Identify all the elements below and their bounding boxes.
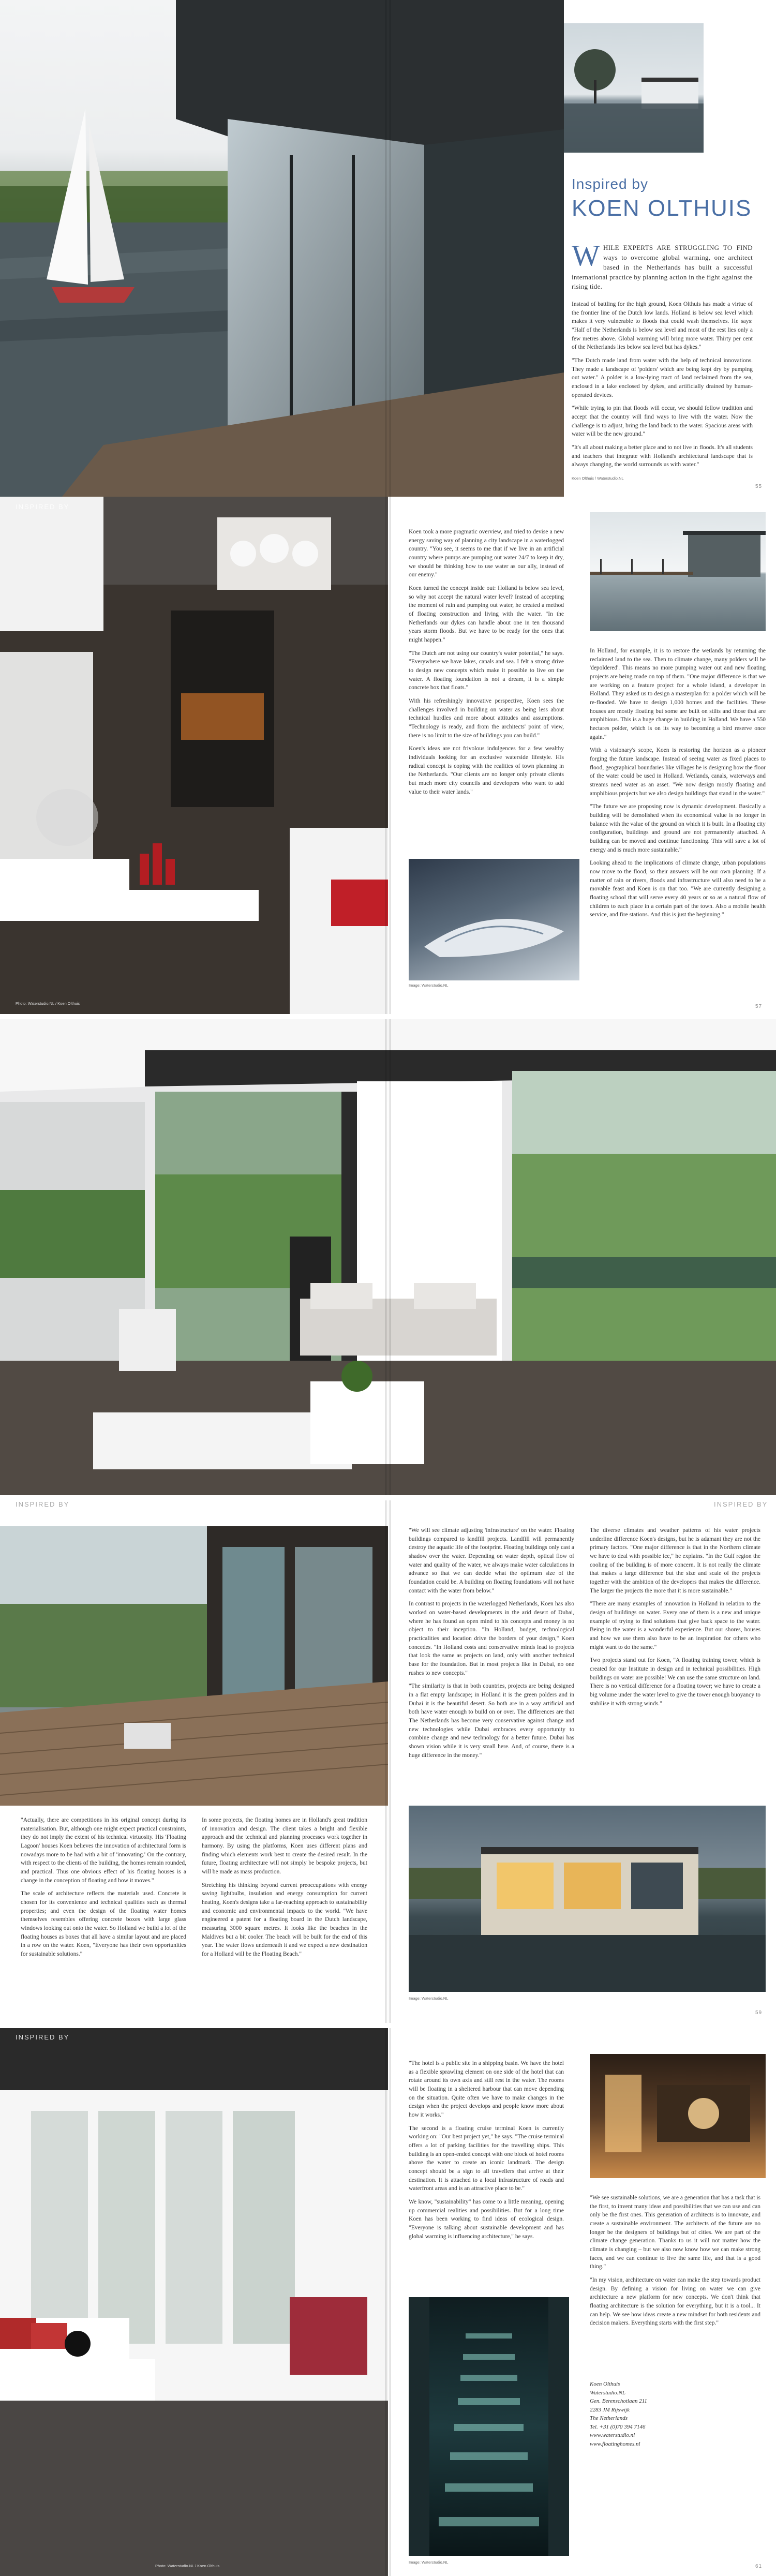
article-column bbox=[21, 1816, 186, 1963]
paragraph: Instead of battling for the high ground, Koen Olthuis has made a virtue of the frontier line of the Dutch low lands. Holland is below sea level which makes it very vulnerable to floods that could wash themselves. He says: "Half of the Netherlands is below sea level and most of the rest lies only a few metres above. Global warming will bring more water. Thirty per cent of the Netherlands lies below sea level but has dykes." bbox=[572, 301, 753, 351]
contact-line: Tel. +31 (0)70 394 7146 bbox=[590, 2423, 646, 2430]
paragraph: "The future we are proposing now is dynamic development. Basically a building will be demolished when its economical value is no longer in balance with the value of the ground on which it is built. In a floating city configuration, buildings and ground are not permanently attached. A building can be moved and continue functioning. This will save a lot of energy and is much more sustainable." bbox=[590, 803, 766, 853]
intro-paragraph bbox=[572, 239, 753, 292]
photo-caption: Photo: Waterstudio.NL / Koen Olthuis bbox=[155, 2564, 220, 2568]
paragraph: "Actually, there are competitions in his original concept during its materialisation. But, although one might expect practical constraints, they do not imply the extent of his technical virtuosity. His 'Floating Lagoon' houses Koen believes the innovation of architectural form is nowadays more to be had with a bit of 'innovating.' On the contrary, with respect to the clients of the building, the homes remain rounded, and practical. Thus one obvious effect of his floating houses is a change in the conception of floating and how it moves." bbox=[21, 1817, 186, 1884]
paragraph: In Holland, for example, it is to restore the wetlands by returning the reclaimed land to the sea. Then to climate change, many polders will be 'depoldered'. This means no more pumping water out and new floating projects are being made on top of them. "One major difference is that we are working on a feature project for a whole island, a developer in Holland. They asked us to design a masterplan for a polder which will be re-flooded. We have to design 1,000 homes and the facilities. These houses are mostly floating but some are built on stilts and those that are amphibious. This is a huge change in building in Holland. We have a 550 hectares polder, which is on its way to becoming a bird reserve once again." bbox=[590, 648, 766, 740]
contact-line: The Netherlands bbox=[590, 2415, 628, 2421]
running-head: INSPIRED BY bbox=[16, 503, 70, 511]
paragraph: "In my vision, architecture on water can make the step towards product design. By defining a vision for living on water we can give architecture a new platform for new concepts. We don't think that floating architecture is the solution for everything, but it is a tool... It can help. We see how ideas create a new mindset for both residents and decision makers. Everything starts with the first step." bbox=[590, 2277, 760, 2327]
paragraph: "We see sustainable solutions, we are a generation that has a task that is the first, to invent many ideas and possibilities that we can use and can only be the first ones. This generation of architects is to innovate, and create a sustainable environment. The architects of the future are no longer be the designers of buildings but of cities. We are part of the climate change generation. Thanks to us it will not matter how the climate is changing – but we also now know how we can make strong faces, and we can continue to live the same life, and that is a good thing." bbox=[590, 2195, 760, 2270]
paragraph: The scale of architecture reflects the materials used. Concrete is chosen for its convenience and technical qualities such as thermal properties; and even the design of the floating water homes themselves resembles offering concrete boxes with large glass windows looking out onto the water. So Holland we build a lot of the floating houses as boxes that all have a similar layout and are placed in a row on the water. Koen, "Everyone has their own opportunities for sustainable solutions." bbox=[21, 1890, 186, 1958]
paragraph: In some projects, the floating homes are in Holland's great tradition of innovation and design. The client takes a bright and flexible approach and the technical and planning processes work together in harmony. By using the platforms, Koen uses different plans and finding which elements work best to create the desired result. In the future, floating architecture will not simply be bespoke projects, but will be made as mass production. bbox=[202, 1817, 367, 1875]
floating-home-photo bbox=[409, 1806, 766, 1992]
model-render-photo bbox=[409, 859, 579, 980]
article-column bbox=[409, 1526, 574, 1764]
article-column bbox=[202, 1816, 367, 1963]
lit-room-illustration bbox=[590, 2054, 766, 2178]
pavilion-illustration bbox=[590, 512, 766, 631]
contact-link[interactable]: www.floatinghomes.nl bbox=[590, 2440, 640, 2447]
paragraph: "It's all about making a better place and to not live in floods. It's all students and teachers that integrate with Holland's architectural landscape that is always changing, the world surrounds us with water." bbox=[572, 444, 753, 468]
page-gutter bbox=[385, 2028, 391, 2576]
paragraph: "The hotel is a public site in a shipping basin. We have the hotel as a flexible sprawling element on one side of the hotel that can rotate around its own axis and still rest in the water. The rooms will be floating in a sheltered harbour that can move depending on the situation. Quite often we have to make changes in the design when the project develops and people know more about how it works." bbox=[409, 2060, 564, 2119]
photo-caption: Image: Waterstudio.NL bbox=[409, 983, 449, 988]
contact-link[interactable]: www.waterstudio.nl bbox=[590, 2432, 635, 2438]
contact-line: Koen Olthuis bbox=[590, 2381, 620, 2387]
model-illustration bbox=[409, 859, 579, 980]
spread-5 bbox=[0, 2028, 776, 2576]
deck-illustration bbox=[0, 1526, 388, 1806]
paragraph: "The similarity is that in both countries, projects are being designed in a flat empty landscape; in Holland it is the green polders and in Dubai it is the beautiful desert. So both are in a way artificial and both have water enough to build on or over. The differences are that The Netherlands has become very conservative against change and new technologies while Dubai embraces every opportunity to combine change and new technology for a better future. Dubai has shown vision while it is very small here. And, of course, there is a huge difference in the money." bbox=[409, 1683, 574, 1759]
article-column bbox=[409, 2059, 564, 2245]
bedroom-photo bbox=[0, 2028, 388, 2576]
paragraph: "While trying to pin that floods will occur, we should follow tradition and accept that the country will find ways to live with the water. Now the challenge is to adjust, bring the land back to the water. Spacious areas with water will be the new ground." bbox=[572, 405, 753, 438]
spread-4 bbox=[0, 1500, 776, 2023]
page-gutter bbox=[385, 497, 391, 1014]
article-column bbox=[590, 1526, 760, 1713]
page-number: 61 bbox=[755, 2564, 763, 2569]
photo-caption: Image: Waterstudio.NL bbox=[409, 2560, 449, 2565]
article-column bbox=[409, 528, 564, 801]
paragraph: Looking ahead to the implications of climate change, urban populations now move to the flood, so their answers will be our own planning. If a matter of rain or rivers, floods and infrastructure will also need to be a movable feast and Koen is on that too. "We are currently designing a floating school that will serve every 40 years or so as a natural flow of children to each place in a certain part of the town. Also a mobile health service, and fire stations. And this is just the beginning." bbox=[590, 860, 766, 918]
article-column bbox=[572, 300, 753, 474]
paragraph: Stretching his thinking beyond current preoccupations with energy saving lightbulbs, insulation and energy consumption for current heating, Koen's designs take a far-reaching approach to sustainability and economic and environmental impacts to the world. "We have engineered a patent for a floating board in the Dutch landscape, measuring 3000 square metres. It looks like the beaches in the Maldives but a bit cooler. The beach will be built for the end of this year. The water flows underneath it and we expect a new destination for a Holland will be the Floating Beach." bbox=[202, 1882, 367, 1958]
living-room-photo bbox=[0, 497, 388, 1014]
article-column bbox=[590, 647, 766, 924]
page-number: 57 bbox=[755, 1004, 763, 1009]
spread-2 bbox=[0, 497, 776, 1014]
running-head: INSPIRED BY bbox=[16, 2033, 70, 2041]
floating-home-illustration bbox=[409, 1806, 766, 1992]
tree-icon bbox=[564, 23, 704, 153]
glass-stair-photo bbox=[409, 2297, 569, 2556]
paragraph: Koen took a more pragmatic overview, and tried to devise a new energy saving way of planning a city landscape in a waterlogged country. "You see, it seems to me that if we live in an artificial country where pumps are pumping out water 24/7 to keep it dry, we should be thinking how to use water as our ally, instead of our enemy." bbox=[409, 529, 564, 578]
floating-house-thumbnail bbox=[564, 23, 704, 153]
intro-text: HILE EXPERTS ARE STRUGGLING TO FIND ways to overcome global warming, one architect based in the Netherlands has built a successful international practice by planning action in the fight against the rising tide. bbox=[572, 244, 753, 291]
contact-line: Waterstudio.NL bbox=[590, 2389, 625, 2396]
paragraph: We know, "sustainability" has come to a little meaning, opening up commercial realities and possibilities. But for a long time Koen has been working to find ideas of ecological design. "Everyone is talking about sustainable development and has global warming is influencing architecture," he says. bbox=[409, 2199, 564, 2240]
paragraph: In contrast to projects in the waterlogged Netherlands, Koen has also worked on water-based developments in the arid desert of Dubai, where he has found an open mind to his concepts and money is no object to their inception. "In Holland, budget, technological practicalities and location drive the borders of your design," Koen concedes. "In Holland costs and conservative minds lead to projects that look the same as projects on land, only with another technical base for the foundation. But in most projects like in Dubai, no one rushes to new concepts." bbox=[409, 1601, 574, 1676]
bedroom-illustration bbox=[0, 2028, 388, 2576]
photo-caption: Koen Olthuis / Waterstudio.NL bbox=[572, 476, 624, 481]
article-title: KOEN OLTHUIS bbox=[572, 196, 752, 221]
drop-cap: W bbox=[572, 239, 601, 272]
spread-1 bbox=[0, 0, 776, 497]
page-gutter bbox=[385, 0, 391, 497]
photo-caption: Photo: Waterstudio.NL / Koen Olthuis bbox=[16, 1001, 80, 1006]
running-head: INSPIRED BY bbox=[16, 1500, 70, 1508]
paragraph: "There are many examples of innovation in Holland in relation to the design of buildings on water. Every one of them is a new and unique example of trying to find solutions that give back space to the water. Being in the water is a wonderful experience. But our shores, houses and how we use them also have to be an inspiration for others who might want to do the same." bbox=[590, 1601, 760, 1650]
contact-block bbox=[590, 2380, 760, 2448]
page-gutter bbox=[385, 1019, 391, 1495]
paragraph: The second is a floating cruise terminal Koen is currently working on: "Our best project yet," he says. "The cruise terminal offers a lot of parking facilities for the travelling ships. This building is an open-ended concept with one block of hotel rooms above the water to create an iconic landmark. The design concept should be a sign to all travellers that arrive at their destination. It is attached to a local infrastructure of roads and waterfront areas and is an attractive place to be." bbox=[409, 2125, 564, 2192]
sailboat-house-photo bbox=[0, 0, 564, 497]
deck-facade-photo bbox=[0, 1526, 388, 1806]
page-number: 59 bbox=[755, 2010, 763, 2016]
paragraph: Koen turned the concept inside out: Holland is below sea level, so why not accept the natural water level? Instead of accepting the moment of ruin and pumping out water, he created a method of floating construction and living with the water. "In the Netherlands our dykes can handle about one in ten thousand years storm floods. But we have to be ready for the ones that might happen." bbox=[409, 585, 564, 644]
article-column bbox=[590, 2194, 760, 2332]
paragraph: "We will see climate adjusting 'infrastructure' on the water. Floating buildings compared to landfill projects. Landfill will permanently destroy the aquatic life of the footprint. Floating buildings only cast a shadow over the water. Depending on water depth, optical flow of water and quality of the water, we always make water calculations in advance so that we can decide what the optimum size of the foundation could be. A building on floating foundations will not have contact with the water from below." bbox=[409, 1527, 574, 1594]
paragraph: "The Dutch are not using our country's water potential," he says. "Everywhere we have lakes, canals and sea. I felt a strong drive to design new concepts which make it possible to live on the water. A floating foundation is not a dream, it is a simple concrete box that floats." bbox=[409, 650, 564, 691]
paragraph: The diverse climates and weather patterns of his water projects underline difference Koen's designs, but he is adamant they are not the primary factors. "One major difference is that in the Northern climate we have to deal with possible ice," he explains. "In the Gulf region the cooling of the building is of more concern. It is not really the climate that makes a large difference but the size and scale of the projects together with the ambition of the developers that makes the difference. The larger the projects the more that it is more sustainable." bbox=[590, 1527, 760, 1594]
interior-illustration bbox=[0, 497, 388, 1014]
page-gutter bbox=[385, 1500, 391, 2023]
paragraph: With a visionary's scope, Koen is restoring the horizon as a pioneer forging the future landscape. Instead of seeing water as fixed places to flood, geographical boundaries like villages he is designing how the floor of the water could be used in Holland. Wetlands, canals, waterways and streams need water as an asset. "We now design mostly floating and amphibious projects but we also design buildings that stand in the water." bbox=[590, 747, 766, 797]
page-number: 55 bbox=[755, 484, 763, 489]
running-head: INSPIRED BY bbox=[714, 1500, 768, 1508]
paragraph: "The Dutch made land from water with the help of technical innovations. They made a landscape of 'polders' which are being kept dry by pumping out water." A polder is a low-lying tract of land reclaimed from the sea, enclosed in a lake enclosed by dykes, and artificially drained by human-operated devices. bbox=[572, 358, 753, 398]
contact-line: 2283 JM Rijswijk bbox=[590, 2406, 630, 2413]
lit-room-photo bbox=[590, 2054, 766, 2178]
article-kicker: Inspired by bbox=[572, 176, 648, 192]
sailboat-house-illustration bbox=[0, 0, 564, 497]
paragraph: Koen's ideas are not frivolous indulgences for a few wealthy individuals looking for an exclusive waterside lifestyle. His radical concept is coping with the realities of town planning in the Netherlands. "Our clients are no longer only private clients but much more city councils and developers who want to add value to their water lands." bbox=[409, 746, 564, 795]
photo-caption: Image: Waterstudio.NL bbox=[409, 1996, 449, 2001]
floating-pavilion-photo bbox=[590, 512, 766, 631]
contact-line: Gen. Berenschotlaan 211 bbox=[590, 2398, 647, 2404]
paragraph: With his refreshingly innovative perspective, Koen sees the challenges involved in building on water as being less about technical hurdles and more about attitudes and assumptions. "Technology is ready, and from the architects' point of view, there is no limit to the size of buildings you can build." bbox=[409, 698, 564, 739]
paragraph: Two projects stand out for Koen, "A floating training tower, which is created for our Institute in design and in technical possibilities. High buildings on water are possible! We can use the same structure on land. There is no vertical difference for a floating tower; we have to create a big volume under the water level to give the tower enough buoyancy to stabilise it with strong winds." bbox=[590, 1657, 760, 1707]
spread-3 bbox=[0, 1019, 776, 1495]
stair-illustration bbox=[409, 2297, 569, 2556]
